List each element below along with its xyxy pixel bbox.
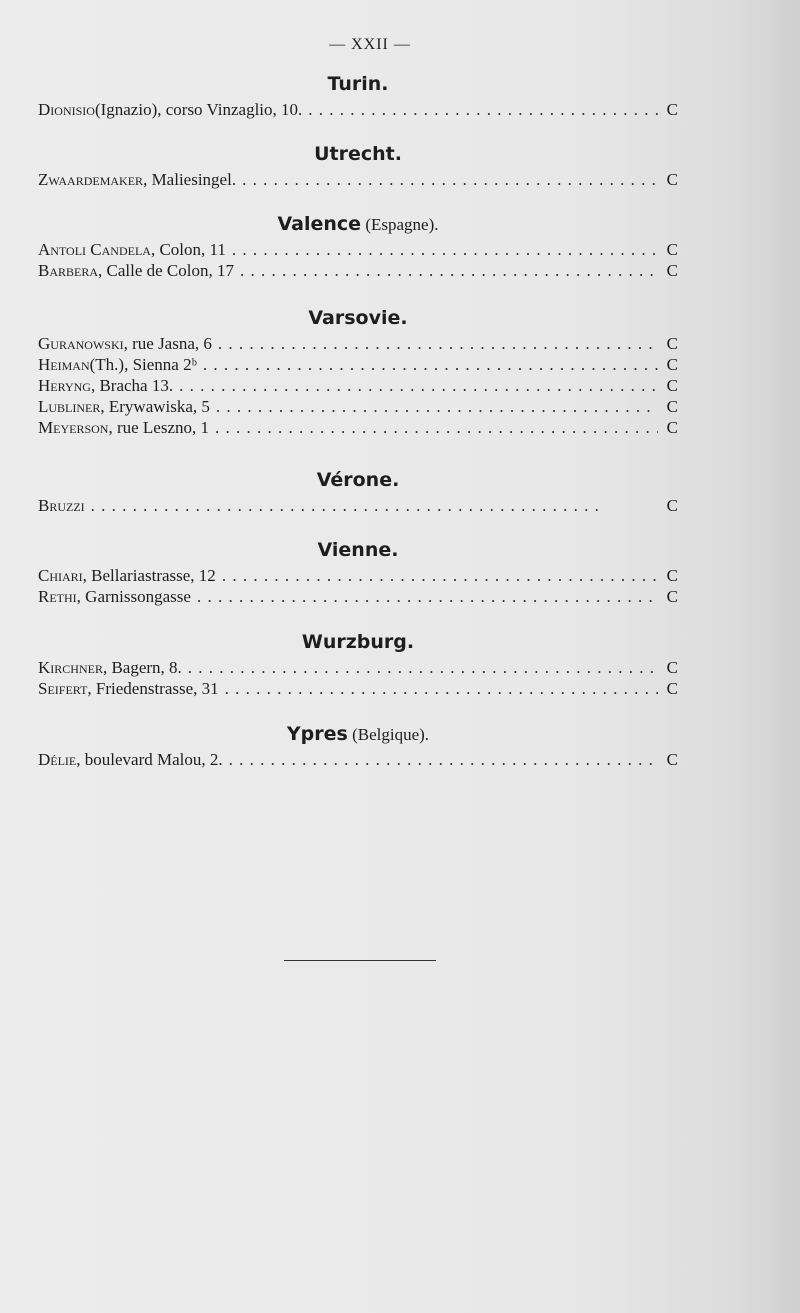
entry-name: Délie: [38, 750, 77, 769]
entry-code: C: [666, 334, 678, 353]
entry-address: , boulevard Malou, 2.: [76, 750, 223, 769]
directory-entry: [38, 586, 678, 607]
dot-leader: [179, 375, 658, 396]
entry-name: Heiman: [38, 355, 90, 374]
section-ypres: [38, 722, 678, 770]
entry-address: (Ignazio), corso Vinzaglio, 10.: [94, 100, 303, 119]
entry-address: , Bracha 13.: [90, 376, 174, 395]
directory-entry: [38, 239, 678, 260]
section-utrecht: [38, 142, 678, 190]
dot-leader: [242, 169, 658, 190]
dot-leader: [225, 678, 658, 699]
dot-leader: [215, 417, 658, 438]
directory-entry: [38, 749, 678, 770]
entry-address: , rue Jasna, 6: [123, 334, 212, 353]
directory-entry: [38, 678, 678, 699]
directory-entry: [38, 333, 678, 354]
entry-name: Zwaardemaker: [38, 170, 144, 189]
city-heading: Turin.: [327, 73, 389, 95]
entry-name: Lubliner: [38, 397, 101, 416]
entry-address: , rue Leszno, 1: [108, 418, 210, 437]
entry-address: , Garnissongasse: [76, 587, 191, 606]
entry-code: C: [666, 418, 678, 437]
directory-entry: [38, 657, 678, 678]
entry-name: Barbera: [38, 261, 99, 280]
entry-address: , Erywawiska, 5: [100, 397, 210, 416]
directory-entry: [38, 417, 678, 438]
directory-entry: [38, 375, 678, 396]
entry-code: C: [666, 170, 678, 189]
city-heading: Wurzburg.: [301, 631, 415, 653]
directory-entry: [38, 169, 678, 190]
city-heading: Ypres (Belgique).: [286, 723, 430, 745]
entry-code: C: [666, 587, 678, 606]
entry-code: C: [666, 261, 678, 280]
page-number: — XXII —: [329, 36, 411, 53]
entry-address: , Bellariastrasse, 12: [82, 566, 216, 585]
entry-code: C: [666, 397, 678, 416]
city-heading: Varsovie.: [308, 307, 408, 329]
entry-code: C: [666, 566, 678, 585]
entry-name: Kirchner: [38, 658, 103, 677]
dot-leader: [229, 749, 658, 770]
directory-entry: [38, 260, 678, 281]
entry-code: C: [666, 496, 678, 515]
entry-address: , Colon, 11: [150, 240, 226, 259]
entry-code: C: [666, 679, 678, 698]
entry-name: Bruzzi: [38, 496, 85, 515]
dot-leader: [203, 354, 658, 375]
end-rule: [284, 960, 436, 961]
section-varsovie: [38, 306, 678, 438]
directory-entry: [38, 495, 678, 516]
entry-code: C: [666, 100, 678, 119]
entry-code: C: [666, 240, 678, 259]
entry-name: Heryng: [38, 376, 91, 395]
directory-entry: [38, 565, 678, 586]
entry-code: C: [666, 376, 678, 395]
section-valence: [38, 212, 678, 281]
entry-code: C: [666, 750, 678, 769]
entry-code: C: [666, 658, 678, 677]
dot-leader: [308, 99, 658, 120]
directory-entry: [38, 396, 678, 417]
entry-address: , Friedenstrasse, 31: [87, 679, 219, 698]
entry-address: , Bagern, 8.: [102, 658, 182, 677]
dot-leader: [240, 260, 658, 281]
entry-address: , Maliesingel.: [143, 170, 237, 189]
entry-name: Guranowski: [38, 334, 124, 353]
city-heading: Vérone.: [316, 469, 400, 491]
entry-address: , Calle de Colon, 17: [98, 261, 234, 280]
entry-name: Rethi: [38, 587, 77, 606]
section-turin: [38, 72, 678, 120]
dot-leader: [222, 565, 658, 586]
dot-leader: [218, 333, 658, 354]
dot-leader: [216, 396, 658, 417]
city-heading: Utrecht.: [314, 143, 402, 165]
entry-code: C: [666, 355, 678, 374]
section-verone: [38, 468, 678, 516]
section-vienne: [38, 538, 678, 607]
dot-leader: [197, 586, 658, 607]
dot-leader: [91, 495, 658, 516]
entry-name: Meyerson: [38, 418, 109, 437]
directory-entry: [38, 354, 678, 375]
section-wurzburg: [38, 630, 678, 699]
entry-name: Seifert: [38, 679, 88, 698]
directory-entry: [38, 99, 678, 120]
dot-leader: [188, 657, 658, 678]
entry-name: Chiari: [38, 566, 83, 585]
city-heading: Vienne.: [317, 539, 399, 561]
dot-leader: [232, 239, 658, 260]
entry-name: Dionisio: [38, 100, 95, 119]
entry-name: Antoli Candela: [38, 240, 151, 259]
entry-address: (Th.), Sienna 2ᵇ: [89, 355, 197, 374]
city-heading: Valence (Espagne).: [277, 213, 439, 235]
